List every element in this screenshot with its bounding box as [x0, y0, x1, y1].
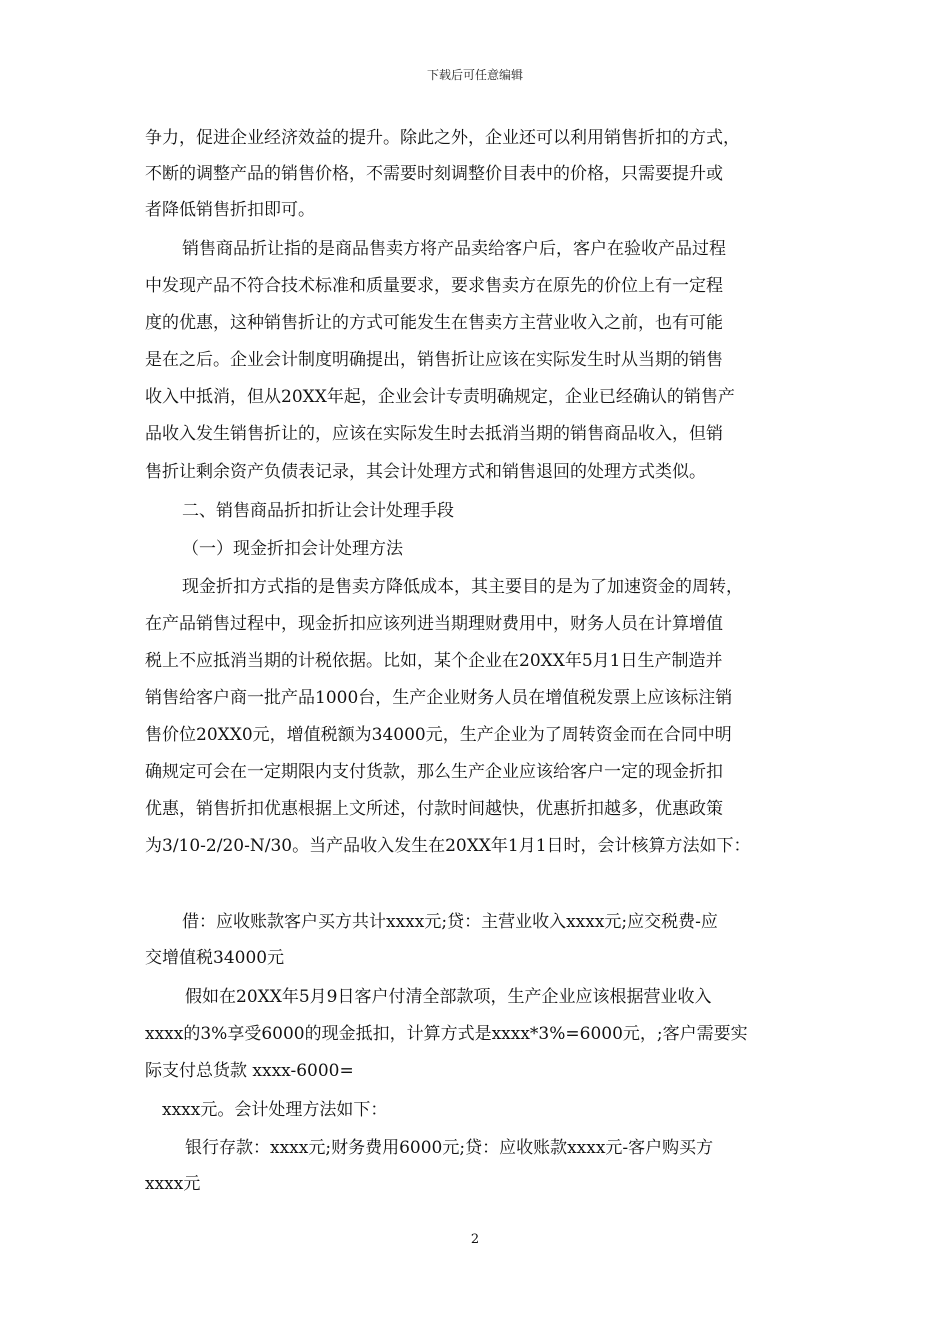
paragraph-line: 税上不应抵消当期的计税依据。比如，某个企业在20XX年5月1日生产制造并	[145, 651, 723, 671]
paragraph-line: 是在之后。企业会计制度明确提出，销售折让应该在实际发生时从当期的销售	[145, 350, 723, 370]
paragraph-line: xxxx元	[145, 1174, 201, 1194]
paragraph-line: 者降低销售折扣即可。	[145, 200, 315, 220]
paragraph-line: 在产品销售过程中，现金折扣应该列进当期理财费用中，财务人员在计算增值	[145, 614, 723, 634]
paragraph-line: xxxx元。会计处理方法如下：	[162, 1100, 388, 1120]
paragraph-line: 售折让剩余资产负债表记录，其会计处理方式和销售退回的处理方式类似。	[145, 462, 706, 482]
paragraph-line: 为3/10-2/20-N/30。当产品收入发生在20XX年1月1日时，会计核算方法如下：	[145, 836, 751, 856]
paragraph-line: 银行存款：xxxx元;财务费用6000元;贷：应收账款xxxx元-客户购买方	[185, 1138, 714, 1158]
paragraph-line: 际支付总货款 xxxx-6000=	[145, 1061, 354, 1081]
subsection-heading: （一）现金折扣会计处理方法	[182, 539, 403, 559]
paragraph-line: 度的优惠，这种销售折让的方式可能发生在售卖方主营业收入之前，也有可能	[145, 313, 723, 333]
paragraph-line: 中发现产品不符合技术标准和质量要求，要求售卖方在原先的价位上有一定程	[145, 276, 723, 296]
paragraph-line: 品收入发生销售折让的，应该在实际发生时去抵消当期的销售商品收入，但销	[145, 424, 723, 444]
section-heading: 二、销售商品折扣折让会计处理手段	[182, 501, 454, 521]
paragraph-line: 确规定可会在一定期限内支付货款，那么生产企业应该给客户一定的现金折扣	[145, 762, 723, 782]
paragraph-line: 争力，促进企业经济效益的提升。除此之外，企业还可以利用销售折扣的方式，	[145, 128, 740, 148]
paragraph-line: xxxx的3%享受6000的现金抵扣，计算方式是xxxx*3%=6000元，;客户需要实	[145, 1024, 748, 1044]
paragraph-line: 借：应收账款客户买方共计xxxx元;贷：主营业收入xxxx元;应交税费-应	[182, 912, 718, 932]
paragraph-line: 售价位20XX0元，增值税额为34000元，生产企业为了周转资金而在合同中明	[145, 725, 732, 745]
paragraph-line: 假如在20XX年5月9日客户付清全部款项，生产企业应该根据营业收入	[185, 987, 712, 1007]
paragraph-line: 收入中抵消，但从20XX年起，企业会计专责明确规定，企业已经确认的销售产	[145, 387, 735, 407]
paragraph-line: 交增值税34000元	[145, 948, 285, 968]
page-header: 下载后可任意编辑	[426, 68, 523, 82]
paragraph-line: 优惠，销售折扣优惠根据上文所述，付款时间越快，优惠折扣越多，优惠政策	[145, 799, 723, 819]
paragraph-line: 不断的调整产品的销售价格，不需要时刻调整价目表中的价格，只需要提升或	[145, 164, 723, 184]
paragraph-line: 销售给客户商一批产品1000台，生产企业财务人员在增值税发票上应该标注销	[145, 688, 733, 708]
page-number: 2	[470, 1232, 480, 1247]
paragraph-line: 销售商品折让指的是商品售卖方将产品卖给客户后，客户在验收产品过程	[182, 239, 726, 259]
paragraph-line: 现金折扣方式指的是售卖方降低成本，其主要目的是为了加速资金的周转，	[182, 577, 743, 597]
